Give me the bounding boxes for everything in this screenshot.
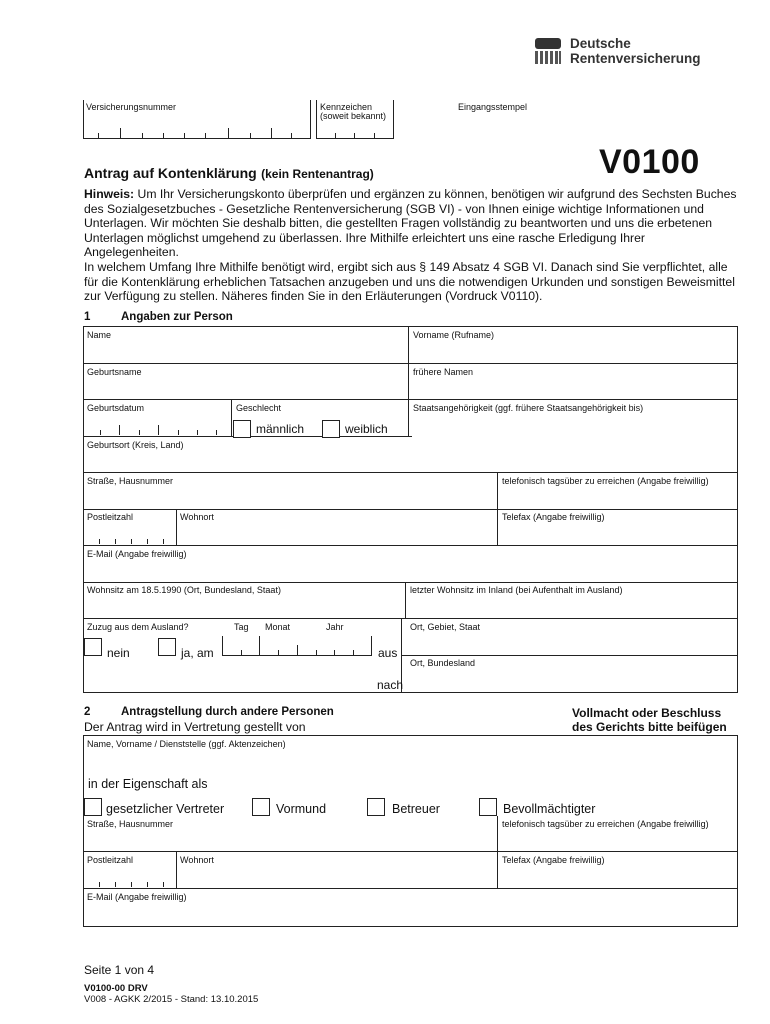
fruehere-namen-input[interactable] [410,377,735,398]
staatsangehoerigkeit-label: Staatsangehörigkeit (ggf. frühere Staatsangehörigkeit bis) [413,403,644,413]
vertreter-telefon-input[interactable] [499,829,735,850]
versicherungsnummer-field[interactable] [83,100,311,140]
zuzug-label: Zuzug aus dem Ausland? [87,622,189,632]
vertreter-name-input[interactable] [84,750,735,772]
section2-note-line2: des Gerichts bitte beifügen [572,720,727,734]
vertreter-email-input[interactable] [84,902,735,924]
mithilfe-paragraph: In welchem Umfang Ihre Mithilfe benötigt wird, ergibt sich aus § 149 Absatz 4 SGB VI. Danach sind Sie verpflichtet, alle für die Kontenklärung erheblichen Tatsachen anzugeben und uns die notwendigen Urkunden und sonstigen Beweismittel zur Verfügung zu stellen. Näheres finden Sie in den Erläuterungen (Vordruck V0110). [84,260,735,304]
form-title-sub: (kein Rentenantrag) [261,167,374,181]
weiblich-checkbox[interactable] [322,420,340,438]
vertreter-strasse-input[interactable] [84,829,496,850]
zuzug-ja-checkbox[interactable] [158,638,176,656]
kennzeichen-field[interactable] [316,100,394,140]
wohnort-label: Wohnort [180,512,214,522]
page-number: Seite 1 von 4 [84,963,155,977]
bevollmaechtigter-label: Bevollmächtigter [503,802,596,816]
name-label: Name [87,330,112,340]
geburtsdatum-label: Geburtsdatum [87,403,145,413]
vertreter-name-label: Name, Vorname / Dienststelle (ggf. Aktenzeichen) [87,739,286,749]
form-id: V0100-00 DRV [84,983,148,994]
eigenschaft-label: in der Eigenschaft als [88,777,208,791]
vormund-checkbox[interactable] [252,798,270,816]
strasse-label: Straße, Hausnummer [87,476,174,486]
geburtsdatum-field[interactable] [84,413,230,435]
zuzug-nein-checkbox[interactable] [84,638,102,656]
hinweis-text: Um Ihr Versicherungskonto überprüfen und ergänzen zu können, benötigen wir aufgrund des Sechsten Buches des Sozialgesetzbuches - Gesetzliche Rentenversicherung (SGB VI) - von Ihnen einige wichtige Informationen und Unterlagen. Wir möchten Sie deshalb bitten, die gestellten Fragen vollständig zu beantworten und uns die erbetenen Unterlagen möglichst umgehend zu überlassen. Ihre Mithilfe erleichtert uns eine rasche Erledigung Ihrer Angelegenheiten. [84,187,737,260]
wohnsitz-1990-input[interactable] [84,595,404,617]
email-input[interactable] [84,559,735,581]
fruehere-namen-label: frühere Namen [413,367,474,377]
staatsangehoerigkeit-input[interactable] [410,413,735,471]
vertreter-telefon-label: telefonisch tagsüber zu erreichen (Angabe freiwillig) [502,819,709,829]
zuzug-nein-label: nein [107,646,130,660]
logo-line1: Deutsche [570,36,631,51]
section1-number: 1 [84,311,91,323]
vertreter-wohnort-label: Wohnort [180,855,214,865]
kennzeichen-sub-label: (soweit bekannt) [320,111,387,121]
geburtsort-label: Geburtsort (Kreis, Land) [87,440,184,450]
form-title [84,165,374,183]
vormund-label: Vormund [276,802,327,816]
vertreter-plz-field[interactable] [84,865,175,887]
ort-gebiet-staat-input[interactable] [403,632,735,654]
jahr-label: Jahr [326,622,344,632]
section2-title: Antragstellung durch andere Personen [121,706,334,718]
drv-logo [534,37,714,67]
geburtsname-label: Geburtsname [87,367,142,377]
letzter-wohnsitz-input[interactable] [407,595,735,617]
zuzug-ja-label: ja, am [181,646,214,660]
telefon-label: telefonisch tagsüber zu erreichen (Angabe freiwillig) [502,476,709,486]
ort-bundesland-input[interactable] [403,668,735,690]
geburtsort-input[interactable] [84,450,407,471]
aus-label: aus [378,646,398,660]
drv-logo-icon [534,37,562,65]
strasse-input[interactable] [84,486,496,508]
weiblich-label: weiblich [345,422,388,436]
vertreter-telefax-input[interactable] [499,865,735,887]
vertreter-telefax-label: Telefax (Angabe freiwillig) [502,855,605,865]
hinweis-paragraph [84,187,739,260]
geschlecht-label: Geschlecht [236,403,282,413]
telefax-label: Telefax (Angabe freiwillig) [502,512,605,522]
vorname-input[interactable] [410,340,735,362]
monat-label: Monat [265,622,291,632]
section2-subtitle: Der Antrag wird in Vertretung gestellt von [84,720,306,734]
vertreter-plz-label: Postleitzahl [87,855,134,865]
gesetzlicher-vertreter-checkbox[interactable] [84,798,102,816]
wohnort-input[interactable] [178,522,496,544]
logo-line2: Rentenversicherung [570,51,701,66]
gesetzlicher-vertreter-label: gesetzlicher Vertreter [106,802,225,816]
ort-bundesland-label: Ort, Bundesland [410,658,476,668]
vertreter-email-label: E-Mail (Angabe freiwillig) [87,892,187,902]
tag-label: Tag [234,622,249,632]
maennlich-checkbox[interactable] [233,420,251,438]
section2-number: 2 [84,706,91,718]
versicherungsnummer-label: Versicherungsnummer [86,102,177,112]
telefax-input[interactable] [499,522,735,544]
ort-gebiet-staat-label: Ort, Gebiet, Staat [410,622,481,632]
telefon-input[interactable] [499,486,735,508]
maennlich-label: männlich [256,422,305,436]
plz-field[interactable] [84,522,175,544]
hinweis-label: Hinweis: [84,187,135,201]
form-code: V0100 [599,143,700,181]
letzter-wohnsitz-label: letzter Wohnsitz im Inland (bei Aufenthalt im Ausland) [410,585,623,595]
vorname-label: Vorname (Rufname) [413,330,495,340]
eingangsstempel-label: Eingangsstempel [458,102,528,112]
section1-title: Angaben zur Person [121,311,233,323]
form-stand: V008 - AGKK 2/2015 - Stand: 13.10.2015 [84,994,259,1005]
vertreter-wohnort-input[interactable] [178,865,496,887]
nach-label: nach [377,678,404,692]
section2-note-line1: Vollmacht oder Beschluss [572,706,722,720]
plz-label: Postleitzahl [87,512,134,522]
wohnsitz-1990-label: Wohnsitz am 18.5.1990 (Ort, Bundesland, Staat) [87,585,281,595]
email-label: E-Mail (Angabe freiwillig) [87,549,187,559]
betreuer-checkbox[interactable] [367,798,385,816]
name-input[interactable] [84,340,407,362]
geburtsname-input[interactable] [84,377,407,398]
bevollmaechtigter-checkbox[interactable] [479,798,497,816]
vertreter-strasse-label: Straße, Hausnummer [87,819,174,829]
kennzeichen-label: Kennzeichen [320,102,373,112]
form-title-main: Antrag auf Kontenklärung [84,165,257,181]
zuzug-datum-field[interactable] [222,636,372,656]
betreuer-label: Betreuer [392,802,440,816]
